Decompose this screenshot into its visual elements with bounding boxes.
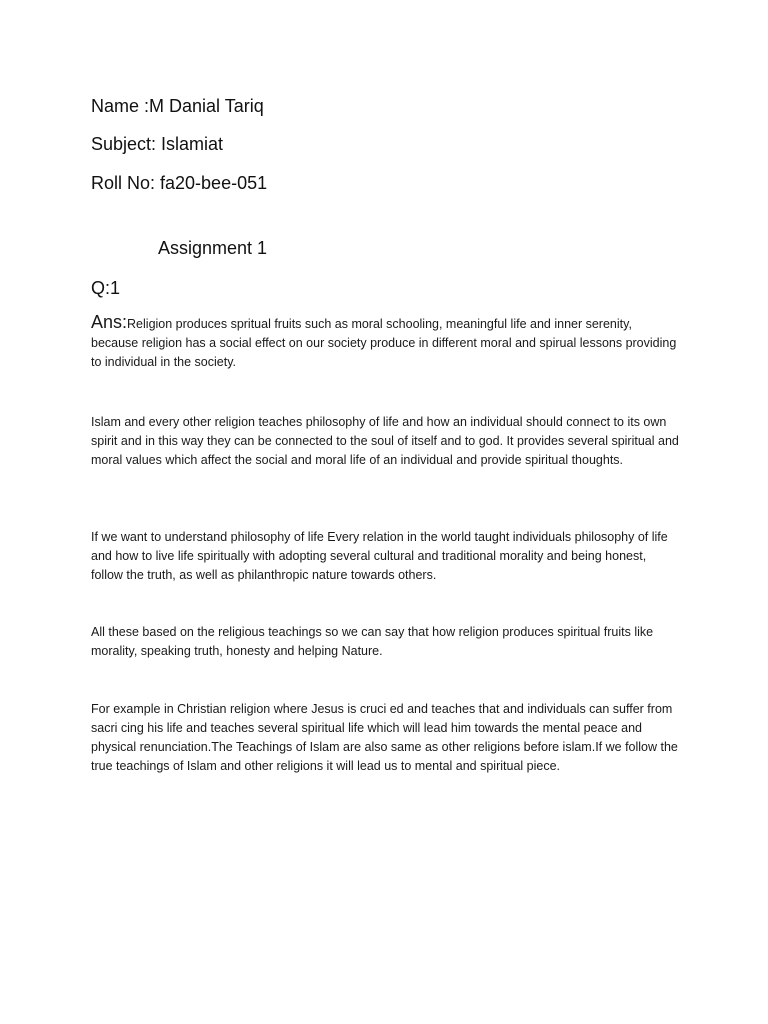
paragraph-religious-teachings: All these based on the religious teachings so we can say that how religion produces spiritual fruits like morality, speaking truth, honesty and helping Nature. xyxy=(91,625,654,658)
subject-line: Subject: Islamiat xyxy=(91,134,224,154)
answer-paragraph xyxy=(91,313,681,372)
answer-intro-text: Religion produces spritual fruits such as moral schooling, meaningful life and inner serenity, because religion has a social effect on our society produce in different moral and spirual lessons providing to individual in the society. xyxy=(91,317,677,369)
question-label: Q:1 xyxy=(91,278,121,298)
student-name: Name :M Danial Tariq xyxy=(91,96,264,116)
roll-number: Roll No: fa20-bee-051 xyxy=(91,173,268,193)
paragraph-example: For example in Christian religion where Jesus is cruci ed and teaches that and individuals can suffer from sacri cing his life and teaches several spiritual life which will lead him towards the mental peace and physical renunciation.The Teachings of Islam are also same as other religions before islam.If we follow the true teachings of Islam and other religions it will lead us to mental and spiritual piece. xyxy=(91,702,678,773)
assignment-title: Assignment 1 xyxy=(158,238,268,258)
answer-label: Ans: xyxy=(91,312,128,332)
paragraph-islam-philosophy: Islam and every other religion teaches philosophy of life and how an individual should connect to its own spirit and in this way they can be connected to the soul of itself and to god. It provides several spiritual and moral values which affect the social and moral life of an individual and provide spiritual thoughts. xyxy=(91,415,679,467)
paragraph-philosophy-of-life: If we want to understand philosophy of life Every relation in the world taught individuals philosophy of life and how to live life spiritually with adopting several cultural and traditional morality and being honest, follow the truth, as well as philanthropic nature towards others. xyxy=(91,530,668,582)
